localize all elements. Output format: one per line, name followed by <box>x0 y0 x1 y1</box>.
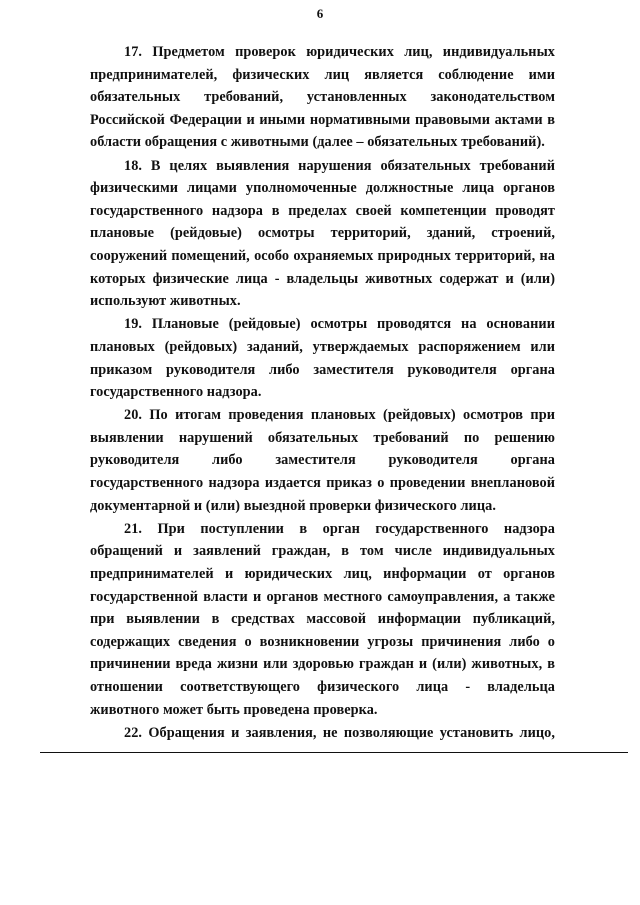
paragraph-18: 18. В целях выявления нарушения обязательных требований физическими лицами уполномоченные должностные лица органов государственного надзора в пределах своей компетенции проводят плановые (рейдовые) осмотры территорий, зданий, строений, сооружений помещений, особо охраняемых природных территорий, на которых физические лица - владельцы животных содержат и (или) используют животных. <box>90 157 555 310</box>
footer-rule <box>40 752 628 753</box>
document-body <box>90 41 555 745</box>
paragraph-19: 19. Плановые (рейдовые) осмотры проводятся на основании плановых (рейдовых) заданий, утверждаемых распоряжением или приказом руководителя либо заместителя руководителя органа государственного надзора. <box>90 316 555 401</box>
paragraph-22: 22. Обращения и заявления, не позволяющие установить лицо, <box>124 724 555 741</box>
paragraph-21: 21. При поступлении в орган государственного надзора обращений и заявлений граждан, в том числе индивидуальных предпринимателей и юридических лиц, информации от органов государственной власти и органов местного самоуправления, а также при выявлении в средствах массовой информации публикаций, содержащих сведения о возникновении угрозы причинения либо о причинении вреда жизни или здоровью граждан и (или) животных, в отношении соответствующего физического лица - владельца животного может быть проведена проверка. <box>90 520 555 718</box>
paragraph-20: 20. По итогам проведения плановых (рейдовых) осмотров при выявлении нарушений обязательных требований по решению руководителя либо заместителя руководителя органа государственного надзора издается приказ о проведении внеплановой документарной и (или) выездной проверки физического лица. <box>90 407 555 514</box>
page-number: 6 <box>316 6 324 21</box>
paragraph-17: 17. Предметом проверок юридических лиц, индивидуальных предпринимателей, физических лиц является соблюдение ими обязательных требований, установленных законодательством Российской Федерации и иными нормативными правовыми актами в области обращения с животными (далее – обязательных требований). <box>90 44 555 151</box>
